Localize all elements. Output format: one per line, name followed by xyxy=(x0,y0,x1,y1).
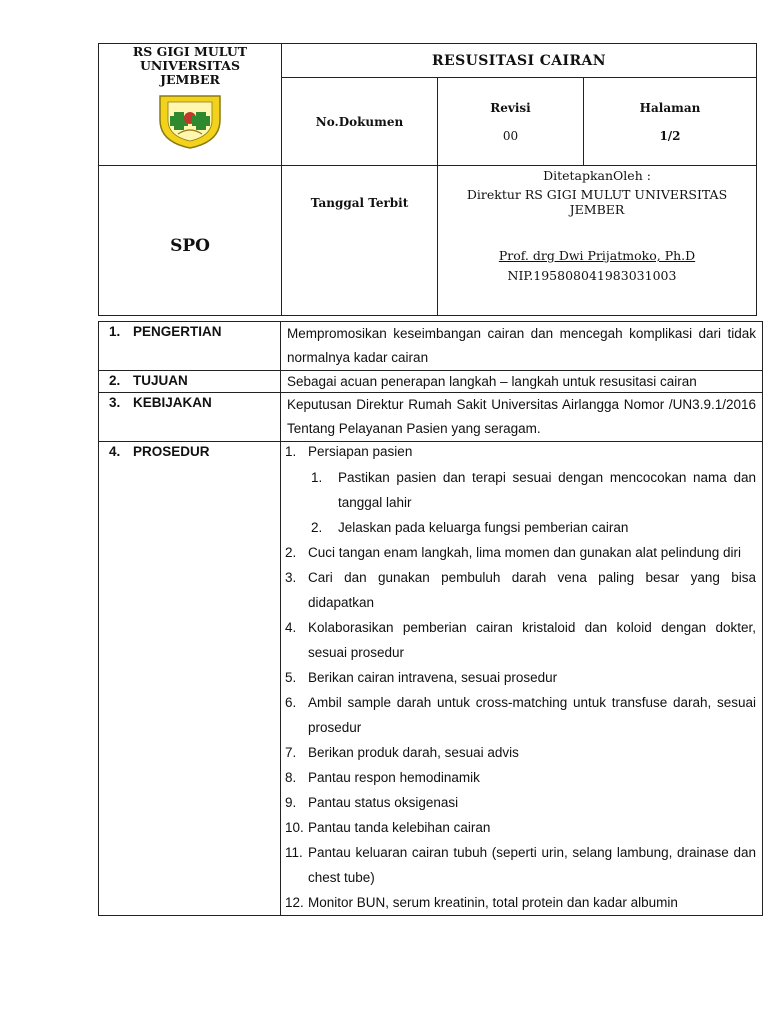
tujuan-text: Sebagai acuan penerapan langkah – langkah untuk resusitasi cairan xyxy=(287,374,697,389)
signatory-name: Prof. drg Dwi Prijatmoko, Ph.D xyxy=(498,248,696,263)
procedure-step xyxy=(285,665,756,690)
established-by-cell xyxy=(438,166,757,316)
procedure-step xyxy=(285,540,756,565)
section-pengertian xyxy=(99,322,763,371)
step-number: 12. xyxy=(285,895,304,910)
step-text: Berikan cairan intravena, sesuai prosedur xyxy=(308,670,558,685)
section-text xyxy=(281,393,763,442)
established-by-label: DitetapkanOleh : xyxy=(543,168,651,183)
step-text: Persiapan pasien xyxy=(308,444,413,459)
step-number: 7. xyxy=(285,745,297,760)
section-text xyxy=(281,322,763,371)
section-kebijakan xyxy=(99,393,763,442)
step-number: 5. xyxy=(285,670,297,685)
procedure-step xyxy=(285,615,756,665)
procedure-step xyxy=(285,442,756,540)
page-label: Halaman xyxy=(639,100,701,115)
step-text: Cari dan gunakan pembuluh darah vena paling besar yang bisa didapatkan xyxy=(308,570,756,610)
spo-label: SPO xyxy=(99,166,282,316)
director-line1: Direktur RS GIGI MULUT UNIVERSITAS xyxy=(466,187,728,202)
section-tujuan xyxy=(99,371,763,393)
step-text: Pantau keluaran cairan tubuh (seperti urin, selang lambung, drainase dan chest tube) xyxy=(308,845,756,885)
section-label: PROSEDUR xyxy=(133,444,210,459)
section-heading xyxy=(99,393,281,442)
step-text: Pantau respon hemodinamik xyxy=(308,770,480,785)
substep-number: 2. xyxy=(311,520,323,535)
procedure-step xyxy=(285,840,756,890)
institution-name-line3: JEMBER xyxy=(160,72,220,87)
procedure-step xyxy=(285,765,756,790)
section-number: 2. xyxy=(109,373,121,388)
revision-value: 00 xyxy=(502,128,519,143)
section-label: KEBIJAKAN xyxy=(133,395,212,410)
procedure-step xyxy=(285,740,756,765)
section-prosedur xyxy=(99,442,763,916)
institution-cell xyxy=(99,44,282,166)
step-number: 3. xyxy=(285,570,297,585)
revision-cell xyxy=(438,78,584,166)
nip-number: NIP.195808041983031003 xyxy=(507,268,677,283)
step-number: 4. xyxy=(285,620,297,635)
institution-name-line1: RS GIGI MULUT xyxy=(132,44,248,59)
procedure-substep xyxy=(285,465,756,515)
document-title: RESUSITASI CAIRAN xyxy=(282,44,757,78)
procedure-substep xyxy=(285,515,756,540)
procedure-list-cell xyxy=(281,442,763,916)
step-text: Cuci tangan enam langkah, lima momen dan gunakan alat pelindung diri xyxy=(308,545,742,560)
section-heading xyxy=(99,371,281,393)
step-text: Kolaborasikan pemberian cairan kristaloid dan koloid dengan dokter, sesuai prosedur xyxy=(308,620,756,660)
doc-number-cell xyxy=(282,78,438,166)
step-number: 8. xyxy=(285,770,297,785)
issue-date-label: Tanggal Terbit xyxy=(282,166,438,316)
section-heading xyxy=(99,442,281,916)
step-text: Monitor BUN, serum kreatinin, total protein dan kadar albumin xyxy=(308,895,678,910)
revision-label: Revisi xyxy=(490,100,531,115)
doc-number-label: No.Dokumen xyxy=(315,114,404,129)
substep-text: Pastikan pasien dan terapi sesuai dengan mencocokan nama dan tanggal lahir xyxy=(338,470,756,510)
substep-number: 1. xyxy=(311,470,323,485)
page-value: 1/2 xyxy=(659,128,681,143)
procedure-step xyxy=(285,815,756,840)
section-label: TUJUAN xyxy=(133,373,188,388)
page-cell xyxy=(584,78,757,166)
section-number: 1. xyxy=(109,324,121,339)
step-number: 2. xyxy=(285,545,297,560)
kebijakan-text: Keputusan Direktur Rumah Sakit Universitas Airlangga Nomor /UN3.9.1/2016 Tentang Pelayanan Pasien yang seragam. xyxy=(287,397,756,436)
spo-header-table xyxy=(98,43,757,316)
step-number: 1. xyxy=(285,444,297,459)
section-number: 3. xyxy=(109,395,121,410)
step-number: 6. xyxy=(285,695,297,710)
step-text: Pantau status oksigenasi xyxy=(308,795,459,810)
step-number: 11. xyxy=(285,845,303,860)
section-number: 4. xyxy=(109,444,121,459)
step-text: Pantau tanda kelebihan cairan xyxy=(308,820,491,835)
step-number: 10. xyxy=(285,820,304,835)
institution-name-line2: UNIVERSITAS xyxy=(139,58,240,73)
step-text: Berikan produk darah, sesuai advis xyxy=(308,745,519,760)
section-label: PENGERTIAN xyxy=(133,324,222,339)
section-text xyxy=(281,371,763,393)
step-number: 9. xyxy=(285,795,297,810)
substep-text: Jelaskan pada keluarga fungsi pemberian cairan xyxy=(338,520,629,535)
procedure-substeps xyxy=(285,465,756,540)
procedure-list xyxy=(285,442,756,915)
pengertian-text: Mempromosikan keseimbangan cairan dan mencegah komplikasi dari tidak normalnya kadar cairan xyxy=(287,326,756,365)
procedure-step xyxy=(285,690,756,740)
hospital-logo xyxy=(154,90,226,150)
spo-content-table xyxy=(98,321,763,916)
procedure-step xyxy=(285,890,756,915)
director-line2: JEMBER xyxy=(569,202,625,217)
section-heading xyxy=(99,322,281,371)
procedure-step xyxy=(285,565,756,615)
step-text: Ambil sample darah untuk cross-matching untuk transfuse darah, sesuai prosedur xyxy=(308,695,756,735)
procedure-step xyxy=(285,790,756,815)
